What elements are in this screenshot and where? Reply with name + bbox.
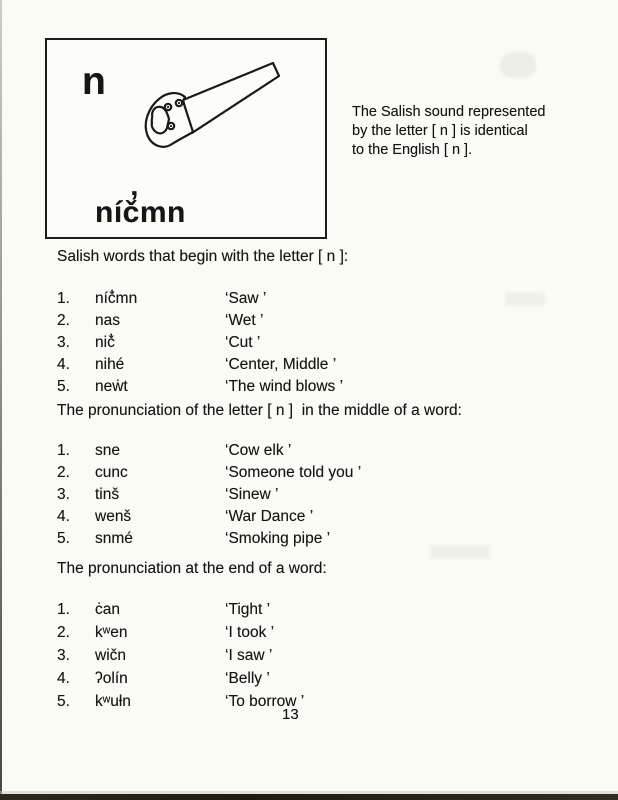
- word-row: [57, 598, 304, 621]
- item-number: 2.: [57, 624, 70, 641]
- word-list-begin: [57, 288, 343, 398]
- salish-word: nihé: [95, 356, 125, 373]
- item-number: 1.: [57, 442, 70, 459]
- salish-word: sne: [95, 442, 120, 459]
- intro-paragraph: [352, 103, 545, 160]
- word-row: [57, 690, 304, 713]
- scan-edge-left: [0, 0, 2, 800]
- item-number: 3.: [57, 334, 70, 351]
- word-row: [57, 376, 343, 398]
- page-number: 13: [282, 706, 299, 723]
- intro-line: The Salish sound represented: [352, 104, 546, 120]
- word-list-end: [57, 598, 304, 713]
- item-number: 4.: [57, 356, 70, 373]
- english-gloss: ‘To borrow ’: [225, 693, 305, 710]
- item-number: 2.: [57, 312, 70, 329]
- item-number: 4.: [57, 508, 70, 525]
- english-gloss: ‘Smoking pipe ’: [225, 530, 331, 547]
- salish-word: wičn: [95, 647, 127, 664]
- salish-word: neẇt: [95, 378, 128, 395]
- word-row: [57, 332, 343, 354]
- english-gloss: ‘Tight ’: [225, 601, 271, 618]
- word-list-middle: [57, 440, 361, 550]
- english-gloss: ‘Belly ’: [225, 670, 270, 687]
- word-row: [57, 310, 343, 332]
- section-heading-begin: Salish words that begin with the letter [ n ]:: [57, 248, 349, 265]
- item-number: 1.: [57, 601, 70, 618]
- letter-lesson-box: [45, 38, 327, 239]
- salish-word: cunc: [95, 464, 128, 481]
- salish-word: wenš: [95, 508, 132, 525]
- lesson-word: níč̓mn: [95, 196, 186, 229]
- item-number: 2.: [57, 464, 70, 481]
- english-gloss: ‘Saw ’: [225, 290, 267, 307]
- word-row: [57, 621, 304, 644]
- english-gloss: ‘The wind blows ’: [225, 378, 344, 395]
- english-gloss: ‘I saw ’: [225, 647, 273, 664]
- item-number: 4.: [57, 670, 70, 687]
- item-number: 3.: [57, 647, 70, 664]
- section-heading-middle: The pronunciation of the letter [ n ] in the middle of a word:: [57, 402, 462, 419]
- item-number: 5.: [57, 378, 70, 395]
- word-row: [57, 354, 343, 376]
- salish-word: níč̓mn: [95, 290, 138, 307]
- english-gloss: ‘Cut ’: [225, 334, 261, 351]
- english-gloss: ‘War Dance ’: [225, 508, 314, 525]
- item-number: 3.: [57, 486, 70, 503]
- salish-word: nas: [95, 312, 120, 329]
- salish-word: nič̓: [95, 334, 115, 351]
- word-row: [57, 528, 361, 550]
- english-gloss: ‘Cow elk ’: [225, 442, 292, 459]
- word-row: [57, 667, 304, 690]
- scan-edge-bottom: [0, 794, 618, 800]
- item-number: 5.: [57, 530, 70, 547]
- english-gloss: ‘Sinew ’: [225, 486, 279, 503]
- word-row: [57, 644, 304, 667]
- salish-word: kʷuƚn: [95, 693, 131, 710]
- english-gloss: ‘I took ’: [225, 624, 275, 641]
- scan-smudge: [430, 545, 490, 559]
- intro-line: to the English [ n ].: [352, 142, 473, 158]
- word-row: [57, 506, 361, 528]
- english-gloss: ‘Center, Middle ’: [225, 356, 337, 373]
- scan-smudge: [505, 292, 545, 306]
- item-number: 5.: [57, 693, 70, 710]
- salish-word: snmé: [95, 530, 133, 547]
- salish-word: tinš: [95, 486, 120, 503]
- lesson-letter: n: [82, 60, 106, 103]
- section-heading-end: The pronunciation at the end of a word:: [57, 560, 327, 577]
- salish-word: ċan: [95, 601, 120, 618]
- english-gloss: ‘Someone told you ’: [225, 464, 362, 481]
- item-number: 1.: [57, 290, 70, 307]
- word-row: [57, 484, 361, 506]
- salish-word: ʔolín: [95, 670, 128, 687]
- word-row: [57, 440, 361, 462]
- handsaw-illustration-icon: [47, 40, 325, 237]
- intro-line: by the letter [ n ] is identical: [352, 123, 528, 139]
- word-row: [57, 462, 361, 484]
- word-row: [57, 288, 343, 310]
- scan-smudge: [500, 52, 536, 78]
- english-gloss: ‘Wet ’: [225, 312, 264, 329]
- salish-word: kʷen: [95, 624, 128, 641]
